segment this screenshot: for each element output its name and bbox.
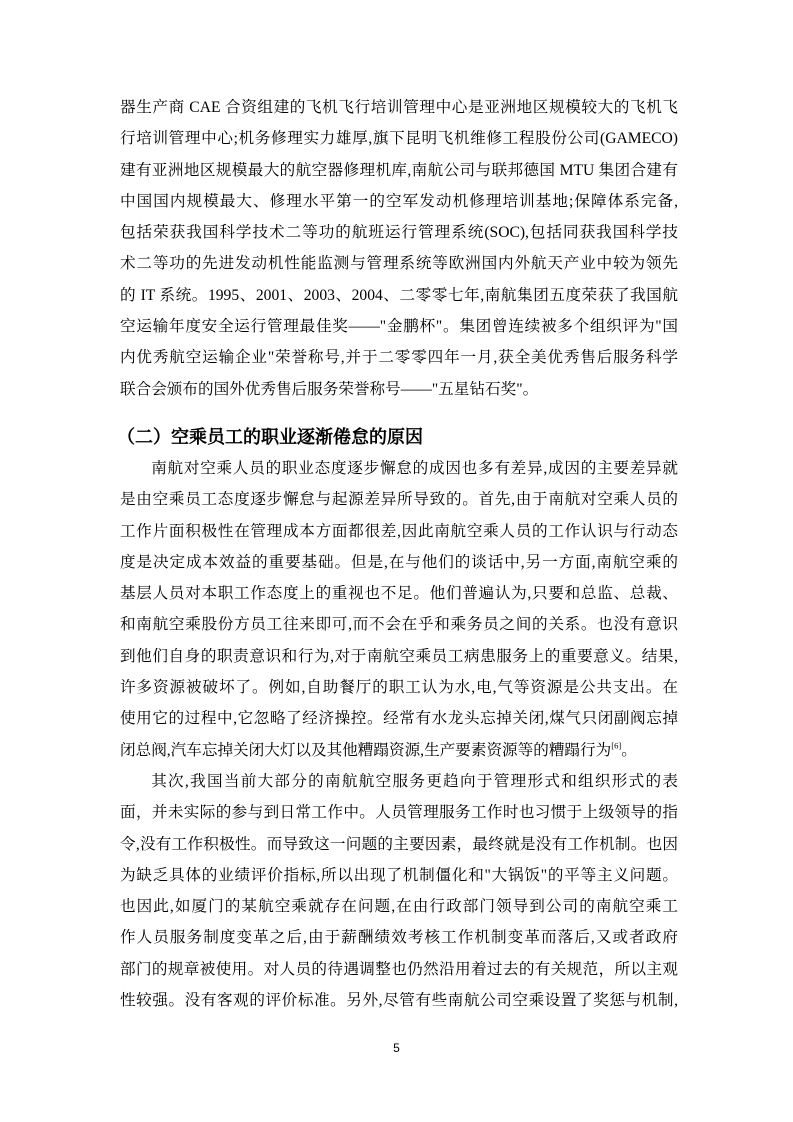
paragraph [120,766,678,1016]
paragraph-line: 使用它的过程中,它忽略了经济操控。经常有水龙头忘掉关闭,煤气只闭副阀忘掉 [120,710,678,728]
paragraph-line: 为缺乏具体的业绩评价指标,所以出现了机制僵化和"大锅饭"的平等主义问题。 [120,866,678,884]
paragraph-line: 器生产商 CAE 合资组建的飞机飞行培训管理中心是亚洲地区规模较大的飞机飞 [120,99,678,116]
section-heading: （二）空乘员工的职业逐渐倦怠的原因 [117,426,423,448]
paragraph-line: 是由空乘员工态度逐步懈怠与起源差异所导致的。首先,由于南航对空乘人员的 [120,491,678,509]
paragraph-line: 的 IT 系统。1995、2001、2003、2004、二零零七年,南航集团五度荣获了我国航 [120,286,678,304]
paragraph-line: 部门的规章被使用。对人员的待遇调整也仍然沿用着过去的有关规范，所以主观 [120,960,678,978]
page-body [117,92,678,1016]
paragraph-line: 令,没有工作积极性。而导致这一问题的主要因素，最终就是没有工作机制。也因 [120,835,678,853]
citation-marker: [6] [611,740,622,751]
paragraph-line: 联合会颁布的国外优秀售后服务荣誉称号——"五星钻石奖"。 [120,380,539,398]
paragraph-line: 包括荣获我国科学技术二等功的航班运行管理系统(SOC),包括同获我国科学技 [120,224,678,242]
paragraph-line: 其次,我国当前大部分的南航航空服务更趋向于管理形式和组织形式的表 [151,772,678,790]
page-number: 5 [393,1041,400,1055]
paragraph-line: 面，并未实际的参与到日常工作中。人员管理服务工作时也习惯于上级领导的指 [120,804,678,822]
paragraph-line: 术二等功的先进发动机性能监测与管理系统等欧洲国内外航天产业中较为领先 [120,255,678,273]
paragraph-line: 工作片面积极性在管理成本方面都很差,因此南航空乘人员的工作认识与行动态 [120,522,678,540]
paragraph-line: 内优秀航空运输企业"荣誉称号,并于二零零四年一月,获全美优秀售后服务科学 [120,349,678,367]
paragraph-line: 建有亚洲地区规模最大的航空器修理机库,南航公司与联邦德国 MTU 集团合建有 [120,161,678,179]
paragraph [120,92,678,405]
paragraph [120,453,678,766]
paragraph-line: 中国国内规模最大、修理水平第一的空军发动机修理培训基地;保障体系完备, [120,192,678,210]
paragraph-line [120,735,678,766]
paragraph-line: 南航对空乘人员的职业态度逐步懈怠的成因也多有差异,成因的主要差异就 [151,459,678,477]
paragraph-line: 到他们自身的职责意识和行为,对于南航空乘员工病患服务上的重要意义。结果, [120,647,678,665]
paragraph-line: 空运输年度安全运行管理最佳奖——"金鹏杯"。集团曾连续被多个组织评为"国 [120,318,678,336]
paragraph-line: 行培训管理中心;机务修理实力雄厚,旗下昆明飞机维修工程股份公司(GAMECO) [120,130,678,148]
paragraph-line-text: 闭总阀,汽车忘掉关闭大灯以及其他糟蹋资源,生产要素资源等的糟蹋行为 [120,741,612,759]
paragraph-line: 和南航空乘股份方员工往来即可,而不会在乎和乘务员之间的关系。也没有意识 [120,616,678,634]
paragraph-line: 也因此,如厦门的某航空乘就存在问题,在由行政部门领导到公司的南航空乘工 [120,898,678,916]
paragraph-line: 作人员服务制度变革之后,由于薪酬绩效考核工作机制变革而落后,又或者政府 [120,929,678,947]
paragraph-line: 基层人员对本职工作态度上的重视也不足。他们普遍认为,只要和总监、总裁、 [120,585,678,603]
paragraph-line: 度是决定成本效益的重要基础。但是,在与他们的谈话中,另一方面,南航空乘的 [120,553,678,571]
paragraph-line: 许多资源被破坏了。例如,自助餐厅的职工认为水,电,气等资源是公共支出。在 [120,679,678,697]
paragraph-line: 性较强。没有客观的评价标准。另外,尽管有些南航公司空乘设置了奖惩与机制, [120,992,678,1009]
sentence-end-punctuation: 。 [621,741,637,759]
